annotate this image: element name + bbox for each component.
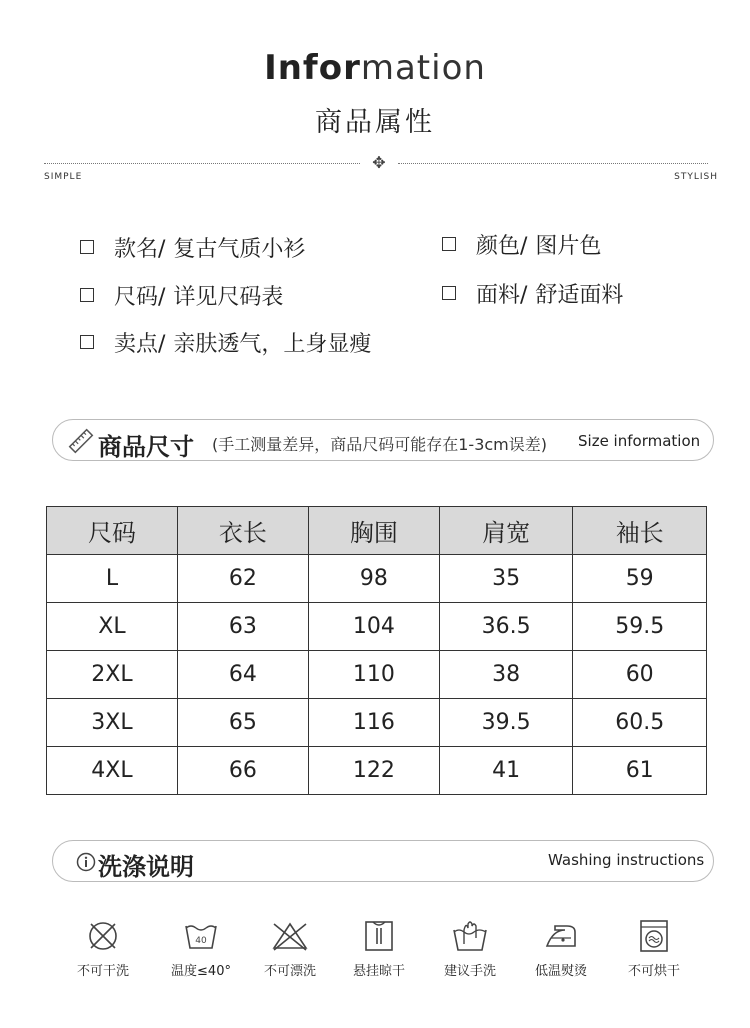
table-cell: 60 (573, 651, 707, 699)
column-header: 尺码 (47, 507, 178, 555)
table-cell: 41 (439, 747, 573, 795)
table-cell: 59.5 (573, 603, 707, 651)
table-cell: 60.5 (573, 699, 707, 747)
table-cell: 110 (308, 651, 439, 699)
wash-40-icon (182, 918, 220, 954)
checkbox-icon (442, 237, 456, 251)
dotted-divider-left (44, 163, 360, 164)
table-cell: 62 (177, 555, 308, 603)
table-cell: 65 (177, 699, 308, 747)
table-cell: 66 (177, 747, 308, 795)
table-row (47, 603, 707, 651)
hang-dry-icon (361, 918, 397, 954)
table-cell: 2XL (47, 651, 178, 699)
attr-fabric: 面料/ 舒适面料 (442, 278, 623, 309)
size-section-title: 商品尺寸 (98, 433, 194, 461)
wash-section-title: 洗涤说明 (98, 853, 194, 881)
no-bleach-icon (270, 918, 310, 954)
ruler-icon (68, 428, 94, 458)
title-chinese: 商品属性 (315, 107, 435, 138)
no-tumble-dry-icon (636, 918, 672, 954)
care-item-hang-dry: 悬挂晾干 (334, 918, 424, 979)
low-iron-icon (541, 918, 581, 954)
svg-text:40: 40 (195, 936, 207, 946)
table-cell: 35 (439, 555, 573, 603)
care-item-no-tumble-dry: 不可烘干 (609, 918, 699, 979)
table-row (47, 699, 707, 747)
table-cell: 59 (573, 555, 707, 603)
cross-ornament-icon: ✥ (372, 153, 386, 172)
table-cell: 104 (308, 603, 439, 651)
table-cell: 64 (177, 651, 308, 699)
column-header: 袖长 (573, 507, 707, 555)
column-header: 肩宽 (439, 507, 573, 555)
size-section-title-en: Size information (578, 432, 701, 450)
table-cell: 63 (177, 603, 308, 651)
tag-simple: SIMPLE (44, 172, 83, 182)
wash-section-title-en: Washing instructions (548, 851, 705, 869)
care-item-no-dry-clean: 不可干洗 (58, 918, 148, 979)
table-cell: 38 (439, 651, 573, 699)
table-cell: XL (47, 603, 178, 651)
checkbox-icon (80, 288, 94, 302)
attr-selling-point: 卖点/ 亲肤透气，上身显瘦 (80, 327, 371, 358)
table-cell: 3XL (47, 699, 178, 747)
care-item-hand-wash: 建议手洗 (425, 918, 515, 979)
table-cell: 61 (573, 747, 707, 795)
column-header: 胸围 (308, 507, 439, 555)
dotted-divider-right (398, 163, 708, 164)
table-header-row (47, 507, 707, 555)
hand-wash-icon (450, 918, 490, 954)
table-cell: 122 (308, 747, 439, 795)
table-cell: L (47, 555, 178, 603)
no-dry-clean-icon (85, 918, 121, 954)
tag-stylish: STYLISH (674, 172, 718, 182)
checkbox-icon (442, 286, 456, 300)
table-cell: 39.5 (439, 699, 573, 747)
table-row (47, 651, 707, 699)
size-table (46, 506, 707, 795)
care-item-wash-40: 40 温度≤40° (156, 918, 246, 979)
title-english: Information (264, 48, 486, 88)
checkbox-icon (80, 240, 94, 254)
table-cell: 36.5 (439, 603, 573, 651)
attr-color: 颜色/ 图片色 (442, 229, 601, 260)
table-cell: 98 (308, 555, 439, 603)
size-section-subtitle: (手工测量差异，商品尺码可能存在1-3cm误差) (212, 435, 548, 454)
care-item-low-iron: 低温熨烫 (516, 918, 606, 979)
attr-style-name: 款名/ 复古气质小衫 (80, 232, 305, 263)
table-cell: 4XL (47, 747, 178, 795)
table-row (47, 747, 707, 795)
checkbox-icon (80, 335, 94, 349)
care-item-no-bleach: 不可漂洗 (245, 918, 335, 979)
table-cell: 116 (308, 699, 439, 747)
attr-size: 尺码/ 详见尺码表 (80, 280, 283, 311)
info-icon (76, 852, 96, 876)
column-header: 衣长 (177, 507, 308, 555)
table-row (47, 555, 707, 603)
